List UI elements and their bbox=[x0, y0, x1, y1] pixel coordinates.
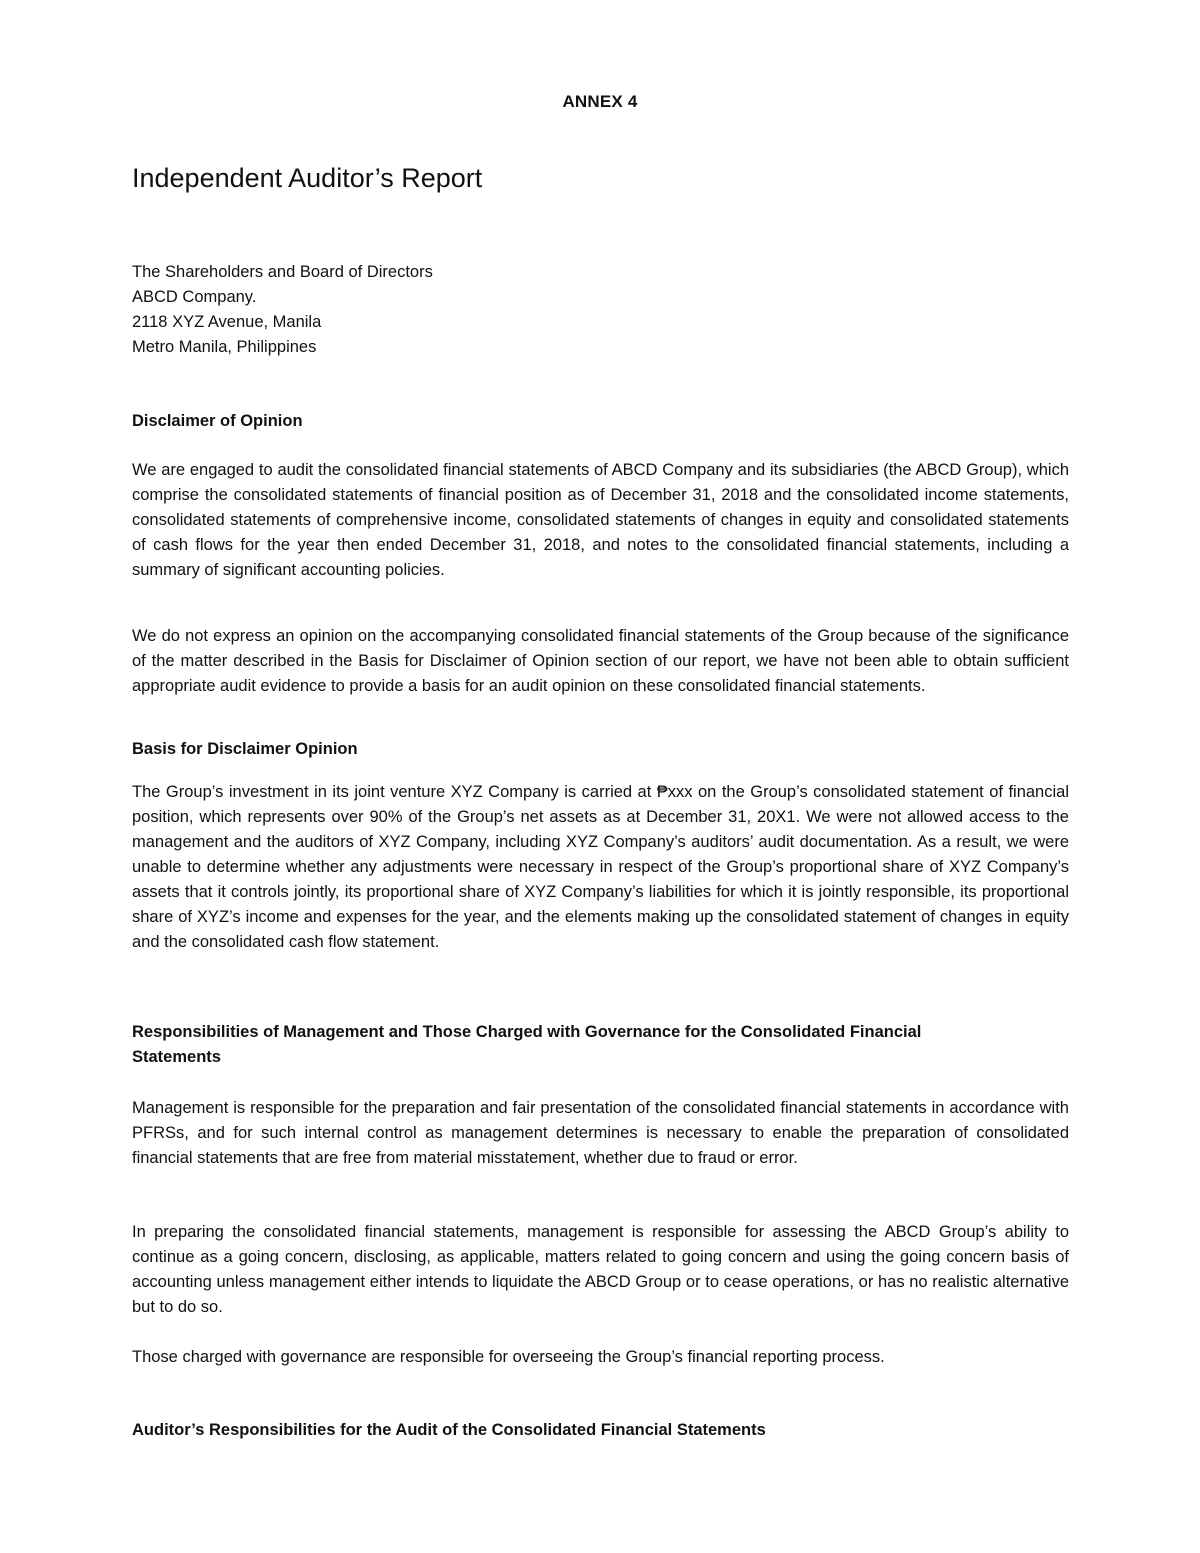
report-title: Independent Auditor’s Report bbox=[132, 163, 483, 193]
management-paragraph-2: In preparing the consolidated financial statements, management is responsible for assessing the ABCD Group’s ability to continue as a going concern, disclosing, as applicable, matters related to going concern and using the going concern basis of accounting unless management either intends to liquidate the ABCD Group or to cease operations, or has no realistic alternative but to do so. bbox=[132, 1223, 1069, 1316]
annex-label: ANNEX 4 bbox=[562, 92, 638, 111]
management-heading: Responsibilities of Management and Those Charged with Governance for the Consolidated Financial Statements bbox=[132, 1023, 922, 1066]
disclaimer-paragraph-2: We do not express an opinion on the accompanying consolidated financial statements of the Group because of the significance of the matter described in the Basis for Disclaimer of Opinion section of our report, we have not been able to obtain sufficient appropriate audit evidence to provide a basis for an audit opinion on these consolidated financial statements. bbox=[132, 627, 1069, 695]
addressee-line: Metro Manila, Philippines bbox=[132, 338, 317, 356]
addressee-line: 2118 XYZ Avenue, Manila bbox=[132, 313, 322, 331]
addressee-block bbox=[132, 260, 433, 360]
basis-paragraph: The Group’s investment in its joint venture XYZ Company is carried at ₱xxx on the Group’s consolidated statement of financial position, which represents over 90% of the Group’s net assets as at December 31, 20X1. We were not allowed access to the management and the auditors of XYZ Company, including XYZ Company’s auditors’ audit documentation. As a result, we were unable to determine whether any adjustments were necessary in respect of the Group’s proportional share of XYZ Company’s assets that it controls jointly, its proportional share of XYZ Company’s liabilities for which it is jointly responsible, its proportional share of XYZ’s income and expenses for the year, and the elements making up the consolidated statement of changes in equity and the consolidated cash flow statement. bbox=[132, 783, 1069, 951]
management-paragraph-3: Those charged with governance are responsible for overseeing the Group’s financial reporting process. bbox=[132, 1348, 885, 1366]
auditor-heading: Auditor’s Responsibilities for the Audit of the Consolidated Financial Statements bbox=[132, 1421, 766, 1439]
disclaimer-paragraph-1: We are engaged to audit the consolidated financial statements of ABCD Company and its subsidiaries (the ABCD Group), which comprise the consolidated statements of financial position as of December 31, 2018 and the consolidated income statements, consolidated statements of comprehensive income, consolidated statements of changes in equity and consolidated statements of cash flows for the year then ended December 31, 2018, and notes to the consolidated financial statements, including a summary of significant accounting policies. bbox=[132, 461, 1069, 579]
disclaimer-heading: Disclaimer of Opinion bbox=[132, 412, 303, 430]
management-paragraph-1: Management is responsible for the preparation and fair presentation of the consolidated financial statements in accordance with PFRSs, and for such internal control as management determines is necessary to enable the preparation of consolidated financial statements that are free from material misstatement, whether due to fraud or error. bbox=[132, 1099, 1069, 1167]
addressee-line: The Shareholders and Board of Directors bbox=[132, 263, 433, 281]
addressee-line: ABCD Company. bbox=[132, 288, 257, 306]
basis-heading: Basis for Disclaimer Opinion bbox=[132, 740, 358, 758]
